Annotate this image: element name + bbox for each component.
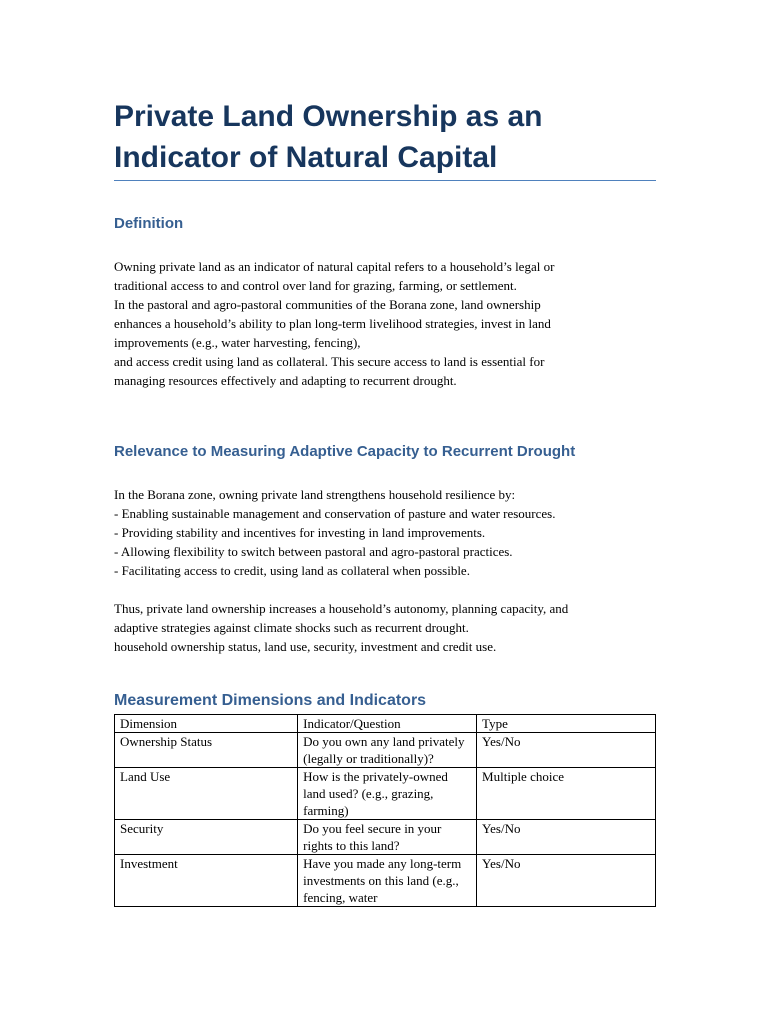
definition-line: enhances a household’s ability to plan long-term livelihood strategies, invest in land <box>114 316 551 331</box>
column-header-type: Type <box>477 715 656 733</box>
indicator-cell: How is the privately-owned land used? (e.g., grazing, farming) <box>298 768 477 820</box>
title-underline <box>114 180 656 181</box>
table-row <box>115 855 656 907</box>
definition-paragraph <box>114 257 656 390</box>
type-cell: Yes/No <box>477 820 656 855</box>
table-row <box>115 820 656 855</box>
conclusion-line: Thus, private land ownership increases a household’s autonomy, planning capacity, and <box>114 601 569 616</box>
measurement-heading: Measurement Dimensions and Indicators <box>114 692 427 709</box>
definition-line: Owning private land as an indicator of natural capital refers to a household’s legal or <box>114 259 555 274</box>
table-row <box>115 768 656 820</box>
column-header-dimension: Dimension <box>115 715 298 733</box>
table-header-row <box>115 715 656 733</box>
relevance-bullet: - Allowing flexibility to switch between pastoral and agro-pastoral practices. <box>114 544 513 559</box>
dimension-cell: Land Use <box>115 768 298 820</box>
relevance-conclusion <box>114 599 656 656</box>
relevance-bullet: - Facilitating access to credit, using land as collateral when possible. <box>114 563 470 578</box>
definition-heading: Definition <box>114 215 184 232</box>
table-row <box>115 733 656 768</box>
dimension-cell: Security <box>115 820 298 855</box>
definition-line: In the pastoral and agro-pastoral communities of the Borana zone, land ownership <box>114 297 541 312</box>
relevance-heading: Relevance to Measuring Adaptive Capacity to Recurrent Drought <box>114 443 576 460</box>
definition-line: managing resources effectively and adapting to recurrent drought. <box>114 373 457 388</box>
indicator-cell <box>298 855 477 907</box>
relevance-bullet: - Enabling sustainable management and conservation of pasture and water resources. <box>114 506 556 521</box>
indicator-cell: Do you own any land privately (legally or traditionally)? <box>298 733 477 768</box>
conclusion-line: household ownership status, land use, security, investment and credit use. <box>114 639 497 654</box>
definition-line: and access credit using land as collateral. This secure access to land is essential for <box>114 354 545 369</box>
relevance-bullet: - Providing stability and incentives for investing in land improvements. <box>114 525 486 540</box>
conclusion-line: adaptive strategies against climate shocks such as recurrent drought. <box>114 620 469 635</box>
dimension-cell: Investment <box>115 855 298 907</box>
indicator-cell: Do you feel secure in your rights to this land? <box>298 820 477 855</box>
type-cell: Yes/No <box>477 855 656 907</box>
indicators-table <box>114 714 656 907</box>
column-header-indicator: Indicator/Question <box>298 715 477 733</box>
relevance-line: In the Borana zone, owning private land strengthens household resilience by: <box>114 487 516 502</box>
type-cell: Yes/No <box>477 733 656 768</box>
document-title: Private Land Ownership as an Indicator of Natural Capital <box>114 100 543 174</box>
type-cell: Multiple choice <box>477 768 656 820</box>
dimension-cell: Ownership Status <box>115 733 298 768</box>
indicator-cell-text: Have you made any long-term investments on this land (e.g., fencing, water <box>303 856 462 905</box>
relevance-paragraph <box>114 485 656 580</box>
definition-line: improvements (e.g., water harvesting, fencing), <box>114 335 361 350</box>
definition-line: traditional access to and control over land for grazing, farming, or settlement. <box>114 278 517 293</box>
